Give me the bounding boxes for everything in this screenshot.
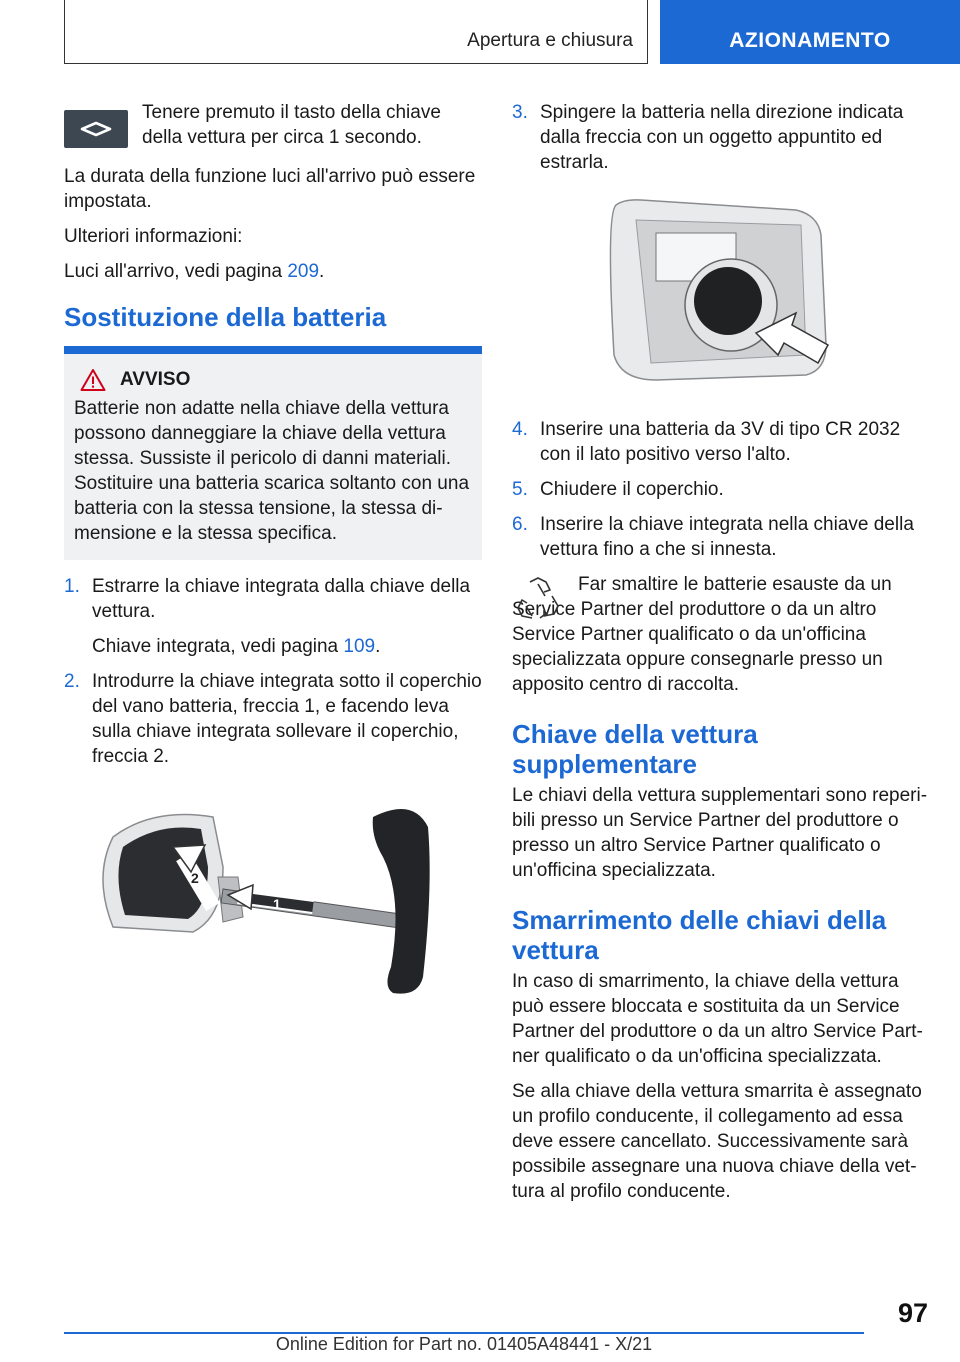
warning-box [64, 354, 482, 560]
battery-removal-illustration [596, 195, 846, 395]
welcome-reference [64, 259, 482, 284]
step-text: Estrarre la chiave integrata dalla chiave della vettura. [92, 576, 471, 622]
step-number: 2. [64, 671, 80, 692]
step-item [512, 477, 930, 502]
welcome-ref-suffix: . [319, 261, 325, 282]
steps-list-right-b [512, 417, 930, 562]
step-number: 6. [512, 514, 528, 535]
lost-key-title: Smarrimento delle chiavi della vettura [512, 905, 887, 965]
steps-list-left [64, 574, 482, 769]
step-reference [92, 634, 482, 659]
step-number: 1. [64, 576, 80, 597]
chapter-tab: AZIONAMENTO [660, 0, 960, 64]
step-item [512, 512, 930, 562]
more-info-label: Ulteriori informazioni: [64, 226, 243, 247]
extra-key-title: Chiave della vettura supplementare [512, 719, 758, 779]
arrow-2-label: 2 [191, 870, 199, 886]
welcome-page-link[interactable]: 209 [287, 261, 320, 282]
left-column [64, 100, 482, 1017]
step-ref-prefix: Chiave integrata, vedi pagina [92, 636, 344, 657]
step-number: 5. [512, 479, 528, 500]
edition-footer: Online Edition for Part no. 01405A48441 - X/21 [275, 1334, 653, 1354]
step-item [512, 100, 930, 175]
extra-key-text: Le chiavi della vettura supplementari sono reperibili presso un Service Partner del produttore o presso un altro Service Partner qualificato o un'officina specializzata. [512, 785, 928, 881]
section-title: Apertura e chiusura [467, 30, 633, 51]
step-text: Spingere la batteria nella direzione indicata dalla freccia con un oggetto appuntito ed estrarla. [540, 102, 904, 173]
step-number: 3. [512, 102, 528, 123]
step-number: 4. [512, 419, 528, 440]
warning-label: AVVISO [120, 369, 191, 390]
battery-section-title: Sostituzione della batteria [64, 302, 387, 332]
arrow-1-label: 1 [273, 896, 281, 912]
step-ref-suffix: . [375, 636, 381, 657]
header-frame [64, 0, 648, 64]
page-number: 97 [897, 1298, 928, 1328]
welcome-ref-prefix: Luci all'arrivo, vedi pagina [64, 261, 288, 282]
step-item [64, 574, 482, 659]
warning-text: Batterie non adatte nella chiave della vettura possono danneggiare la chiave della vettura stessa. Sussiste il pericolo di danni materiali. Sostituire una batteria scarica soltanto con una batteria con la stessa tensione, la stessa dimensione e la stessa specifica. [74, 398, 470, 544]
key-hold-text: Tenere premuto il tasto della chiave della vettura per circa 1 secondo. [142, 102, 441, 148]
step-text: Introdurre la chiave integrata sotto il coperchio del vano batteria, freccia 1, e facendo leva sulla chiave integrata sollevare il coperchio, freccia 2. [92, 671, 482, 767]
key-unlock-button-icon [64, 110, 128, 148]
step-text: Inserire una batteria da 3V di tipo CR 2032 con il lato positivo verso l'alto. [540, 419, 901, 465]
steps-list-right-a [512, 100, 930, 175]
warning-header [74, 368, 472, 392]
key-button-instruction [64, 100, 482, 150]
welcome-duration-text: La durata della funzione luci all'arrivo può essere impostata. [64, 166, 476, 212]
step-text: Chiudere il coperchio. [540, 479, 724, 500]
key-cover-removal-illustration [73, 797, 473, 1017]
integrated-key-page-link[interactable]: 109 [343, 636, 376, 657]
lost-key-text-1: In caso di smarrimento, la chiave della vettura può essere bloccata e sostituita da un Service Partner del produttore o da un altro Service Partner qualificato o da un'officina specializzata. [512, 971, 923, 1067]
recycle-text: Far smaltire le batterie esauste da un Service Partner del produttore o da un altro Service Partner qualificato o da un'officina specializzata oppure consegnarle presso un apposito centro di raccolta. [512, 574, 892, 695]
recycle-icon [512, 576, 564, 626]
recycle-note [512, 572, 930, 697]
step-text: Inserire la chiave integrata nella chiave della vettura fino a che si innesta. [540, 514, 914, 560]
lost-key-text-2: Se alla chiave della vettura smarrita è assegnato un profilo conducente, il collegamento ad essa deve essere cancellato. Successivamente sarà possibile assegnare una nuova chiave della vettura al profilo conducente. [512, 1081, 922, 1202]
warning-triangle-icon [80, 368, 106, 392]
step-item [64, 669, 482, 769]
step-item [512, 417, 930, 467]
section-rule [64, 346, 482, 354]
right-column [512, 100, 930, 1204]
